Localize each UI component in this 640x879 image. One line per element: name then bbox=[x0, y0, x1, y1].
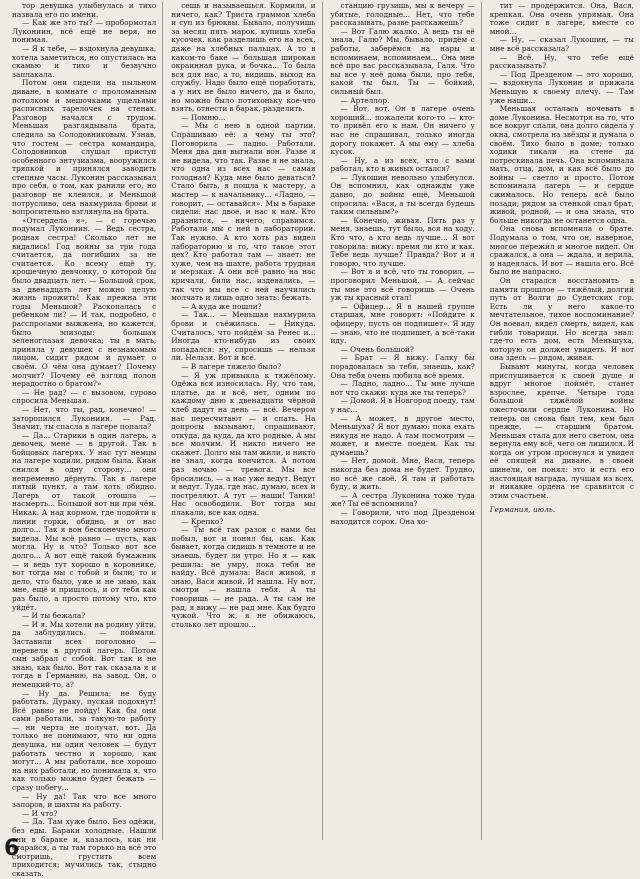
paragraph: — В лагере тяжело было? bbox=[181, 361, 282, 371]
paragraph: — Конечно, живая. Пять раз у меня, знаешь, тут было, вся на ходу. Кто что, а кто ведь лучше... Я вот говорила: вижу: время ли кто и как. Тебе ведь лучше? Правда? Вот и я говорю, что лучше. bbox=[330, 215, 475, 268]
paragraph: — Вот я и всё, что ты говорил, — проговорил Меньшой. — А сейчас ты мне это всё говоришь — Очень уж ты красный стал! bbox=[330, 267, 475, 303]
paragraph: — Мы с нею в одной партии. Спрашиваю её: а чему ты это? Поговорила — ладно. Работали. Меня два дня выгнали вон. Разве я не видела, что так. Разве я не знала, что одна из всех нас — самая голодная? Куда мне было деваться? Стало быть, я пошла к мастеру, а мастер — к начальнику... «Ладно, — говорит, — оставайся». Мы в бараке сидели: нас двое, и нас к нам. Кто дразнится, — ничего, справимся. Работали мы с ней в лаборатории. Так нужно. А кто хоть раз видел лабораторию и то, что такое этот цех? Кто работал там — знает: не хуже, чем на шахте, работа трудная и мерзкая. А они всё равно на нас кричали, били нас, издевались, — так что мы все с ней научились молчать и лишь одно знать: бежать. bbox=[171, 121, 316, 303]
paragraph: — Ну да! Так что все много запоров, и шахты на работу. bbox=[12, 791, 157, 810]
paragraph: тор девушка улыбнулась и тихо назвала его по имени. bbox=[12, 1, 157, 19]
paragraph: — И что? bbox=[22, 808, 58, 818]
paragraph: — И я. Мы хотели на родину уйти, да заблудились. — поймали. Заставили всех поголовно — перевели в другой лагерь. Потом сын забрал с собой. Вот так и не знаю, как было. Вот так сказала я и тогда в Германию, на завод. Он, о немецкий-то, а? bbox=[12, 619, 157, 689]
paragraph: — Ты всё так разок с нами бы побыл, вот и понял бы, как. Как бывает, когда сидишь в темноте и не знаешь, будет ли утро. Но я — как решила: не умру, пока тебя не найду. Всё думала: Вася живой, я знаю, Вася живой. И нашла. Ну вот, смотри — нашла тебя. А ты говоришь — не рада. А ты сам не рад, я вижу — не рад мне. Как будто чужой. Что ж, я не обижаюсь, столько лет прошло... bbox=[171, 525, 316, 629]
paragraph: — А куда же пошли? bbox=[181, 301, 262, 311]
paragraph: — Я к тебе, — вздохнула девушка, хотела заметиться, но опустилась на скамью и тихо и безвучно заплакала. bbox=[12, 43, 157, 79]
paragraph: — Домой. Я в Новгород поеду, там у нас... bbox=[330, 396, 475, 414]
paragraph: — А может, в другое место, Меньшуха? Я вот думаю: пока ехать никуда не надо. А там посмотрим — может, и вместе поедем. Как ты думаешь? bbox=[330, 413, 475, 457]
paragraph: — Брат — Я вижу. Галку бы порадовалась за тебя, знаешь, как? Она тебя очень любила всё время. bbox=[330, 353, 475, 380]
paragraph: — Ну да. Решила: не буду работать. Дураку, пускай подохнут! Всё равно не пойду! Как бы они сами работали, за такую-то работу — ни черта не получат, вот. Да только не понимают, что ни одна девушка, ни один человек — будут работать честно и хорошо, как могут... А мы работали, все хорошо на них работали, но понимала я, что как только можно будет бежать — сразу побегу... bbox=[12, 688, 157, 793]
text-columns bbox=[12, 1, 634, 878]
paragraph: — Да. Там хуже было. Без одёжи, без еды. Бараки холодные. Нашли они в бараке и, казалось, как ни старайся, а ты там горько на всё это смотришь, грустить всем приходится; мучились так, стыдно сказать. bbox=[12, 817, 157, 878]
paragraph: — Крепко? bbox=[181, 516, 224, 526]
paragraph: — Я уж привыкла к тяжёлому. Одёжа вся износилась. Ну, что там, платье, да и всё, нет, одним по каждому дню к двенадцати чёрной хлеб дадут на день — всё. Вечером нас пересчитают — и спать. На допросы вызывают, спрашивают, откуда, да куда, да кто родные. А мы все молчим. И никто ничего не скажет. Долго мы там жили, и никто не знал, когда кончится. А потом раз ночью — тревога. Мы все бросились, — а нас уже ведут. Ведут и ведут. Туда, где нас, думаю, всех и постреляют. А тут — наши! Танки! Нас освободили. Вот тогда мы плакали, все как одна. bbox=[171, 370, 316, 518]
paragraph: — Лукошин невольно улыбнулся. Он вспомнил, как однажды уже давно, до войны ещё, Меньшой спросила: «Вася, а ты всегда будешь таким сильным?» bbox=[330, 172, 475, 217]
paragraph: — Нет, что ты, рад, конечно! — заторопился Лукониин. — Рад. Значит, ты спасла в лагере попала? bbox=[12, 404, 157, 432]
paragraph: — Нет, домой. Мне, Вася, теперь никогда без дома не будет. Трудно, но всё же своё. Я там и работать буду, и жить. bbox=[330, 456, 475, 492]
paragraph: «Отсердела я», — с горечью подумал Лукониин. — Ведь сестра, родная сестра! Сколько лет не видались! Год войны за три года считается, да погибших за не считается. Ко всему ещё ту, крошечную девчонку, о которой бы было двадцать лет. — Большой срок, за двенадцать лет можно целую жизнь прожить! Как прежна эти годы Меньшой? Раскопалась с ребенком ли? — И так, подробно, с расспросами выжжена, но кажется, было эпизоды: большая зеленоглазая девочка; ты в мать, приняла у девушек с незнакомым лицом, сидит рядом и думает о своём. О чём она думает? Почему молчит? Почему её взгляд полон нерадостно о братом?» bbox=[12, 215, 157, 389]
paragraph: сешь и называешься. Кормили, и ничего, как? Триста граммов хлеба и суп из брюквы. Бывало, получишь за месяц пять марок, купишь хлеба кусочек, как разделишь его на всех, даже на хлебных пальцах. А то в каком-то баке — большая широкая окраинная рука, и бочка... То была вся для нас, а то, видишь, выход на службу. Надо было ещё поработать, а у них не было ничего, да и было, но можно было потихоньку кое-что взять, отнести в барак, разделить. bbox=[171, 1, 316, 114]
column-1 bbox=[12, 1, 163, 878]
paragraph: — Офицер... Я в нашей группе старшая, мне говорят: «Пойдите к офицеру, пусть он подпишет». Я иду — знаю, что не подпишет, а всё-таки иду. bbox=[330, 301, 475, 346]
paragraph: — Вот Галю жалко. А ведь ты её знала, Галю? Мы, бывало, придём с работы, заберёмся на нары и вспоминаем, вспоминаем... Она мне всё про вас рассказывала, Галя. Что вы все у неё дома были, про тебя, какой ты был. Ты — бойкий, сильный был. bbox=[330, 26, 475, 96]
paragraph: — И ты бежала? bbox=[22, 611, 86, 621]
paragraph: — Говорили, что под Дрезденом находится сорок. Она хо- bbox=[330, 508, 475, 526]
paragraph: — Как же это ты? — пробормотал Лукониин, всё ещё не веря, не понимая. bbox=[12, 18, 157, 45]
paragraph: — Ну, а из всех, кто с вами работал, кто в живых остался? bbox=[330, 155, 475, 174]
paragraph: — Да... Старики в один лагерь, а девочек, мене — в другой. Так в бойцовых лагерях. У нас тут немцы на лагере ходили, рядом была. Киан снился в одну сторону... они непременно дёрнуть. Так в лагере пятый пункт, а там хоть обидно. Лагерь от такой отошла — насмерть... Большой вот ни при чём. Никак. А над кормом, где подойти к линии горки, обидно, и от нас долго... Так я вон бесконечно много видела. Мы всё равно — пусть, как могла. Ну и что? Только вот все долго... А вот ещё такой бумажник — и ведь тут хорошо в коровнике, вот тогда мы с тобой и были; то и дело, что было, уже и не знаю, как мне, ещё и пришлось, и от тебя как раз было, а просто потому что, кто уйдёт. bbox=[12, 430, 157, 612]
column-4 bbox=[490, 2, 634, 840]
paragraph: — Артеллор. bbox=[340, 95, 390, 105]
paragraph: Бывают минуты, когда человек прислушивается к своей душе и вдруг многое поймёт, станет взрослее, крепче. Четыре года большой тяжёлой войны ожесточили сердце Луконина. Но теперь он снова был тем, кем был прежде, — старшим братом. Меньшая стала для него светом, она вернула ему всё, чего он лишился. И когда он утром проснулся и увидел её спящей на диване, в своей шинели, он понял: это и есть его настоящая награда, лучшая из всех, и никакие ордена не сравнятся с этим счастьем. bbox=[489, 361, 634, 500]
paragraph: тит — продержится. Она, Вася, крепкая. Она очень упрямая. Она тоже сидит в лагере, вместе со мной... bbox=[489, 1, 634, 36]
paragraph: Он старался восстановить в памяти прошлое — тяжёлый, долгий путь от Волги до Судетских гор. Есть ли у него какое-то мечтательное, тихое воспоминание? Он воевал, видел смерть, видел, как гибли товарищи. Но всегда знал: где-то есть дом, есть Меньшуха, которую он должен увидеть. И вот она здесь — рядом, живая. bbox=[489, 276, 634, 363]
paragraph: — Всё. Ну, что тебе ещё рассказывать? bbox=[489, 52, 634, 71]
paragraph: — Вот, вот. Он в лагере очень хороший... пожалели кого-то — кто-то привёл его к нам. Он ничего у нас не спрашивал, только иногда дорогу покажет. А мы ему — хлеба кусок. bbox=[330, 104, 475, 157]
paragraph: Меньшая осталась ночевать в доме Луконина. Несмотря на то, что все вокруг спали, она долго сидела у окна, смотрела на звёзды и думала о своём. Тихо было в доме; только ходики тикали на стене да потрескивала печь. Она вспоминала мать, отца, дом, и как всё было до войны — светло и просто. Потом вспоминала лагерь — и сердце сжималось. Но теперь всё было позади; рядом за стенкой спал брат, живой, родной, — и она знала, что больше никогда не останется одна. bbox=[489, 104, 634, 225]
paragraph: — Ладно, ладно... Ты мне лучше вот что скажи: куда же ты теперь? bbox=[330, 379, 475, 397]
page-number: 6 bbox=[4, 836, 20, 861]
paragraph: Она снова вспомнила о брате. Подумала о том, что он, наверное, многое пережил и многое видел. Он сражался, а она — ждала, и верила, и надеялась. И вот — нашла его. Всё было не напрасно. bbox=[489, 224, 634, 277]
paragraph: Потом они сидели на пыльном диване, в комнате с проломанным потолком и мешочками ущельями расписных тарелочек на стенах. Разговор начался с трудом. Меньшая разглядывала брата, следила за Солодовниковым. Узнав, что гостем — сестра командира, Солодовников слушал приступ особенного энтузиазма, вооружился тряпкой и принялся заводить степные часы. Луконин рассказывал про себя, о том, как ранили его, но разговор не клеился, и Меньшой потрусливо, она нахмурила брови и вопросительно взглянула на брата. bbox=[12, 78, 157, 217]
paragraph: — Так... — Меньшая нахмурила брови и съёжилась. — Никуда. Считалось, что пойдём за Ренес и... Иногда кто-нибудь из своих попадался: ну, спросишь — нельзя ли. Нельзя. Вот и всё. bbox=[171, 310, 316, 363]
paragraph: — Ну, — сказал Лукошин, — ты мне всё рассказала? bbox=[489, 35, 634, 53]
paragraph: станцию грузишь, мы к вечеру — убитые, голодные... Нет, что тебе рассказывать, разве расскажешь? bbox=[330, 1, 475, 28]
paragraph: — Помню... bbox=[181, 112, 226, 122]
paragraph: — А сестра Луконина тоже туда же? Ты её вспомнила? bbox=[330, 490, 475, 509]
paragraph: — Очень большой? bbox=[340, 344, 414, 354]
signature: Германия, июль. bbox=[489, 505, 556, 515]
column-3 bbox=[331, 2, 482, 840]
column-2 bbox=[171, 2, 322, 840]
paragraph: — Не рад? — с вызовом, сурово спросила Меньшая. bbox=[12, 387, 157, 406]
paragraph: — Под Дрезденом — это хорошо, — вздохнула Луконин и прижала Меньшую к своему плечу. — Там уже наши... bbox=[489, 69, 634, 105]
